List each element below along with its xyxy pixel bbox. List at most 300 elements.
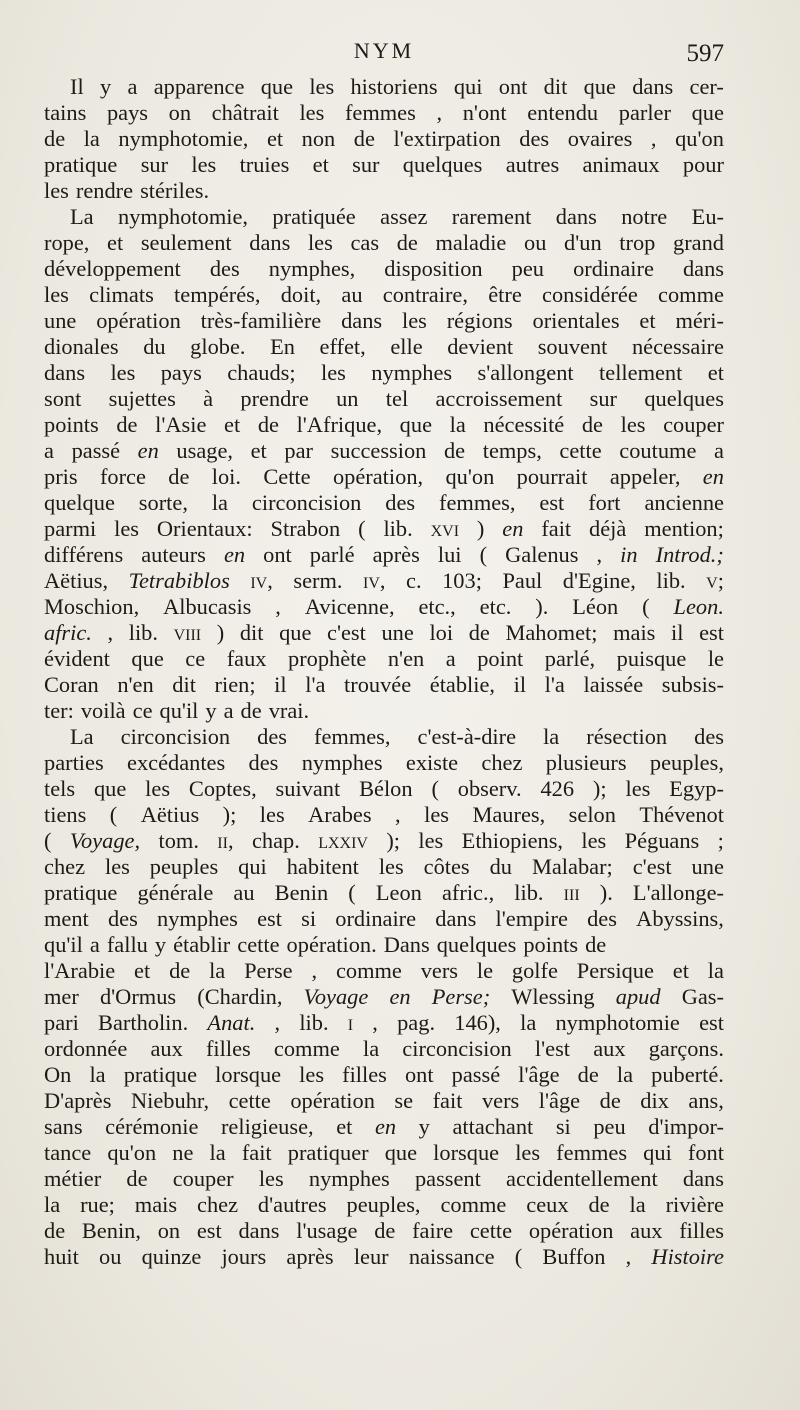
word: les	[104, 854, 130, 879]
word: climats	[89, 282, 154, 307]
word: Persique	[576, 958, 654, 983]
word: Anat.	[207, 1010, 256, 1035]
word: de	[240, 698, 262, 723]
word: les	[418, 828, 444, 853]
word: peuples,	[346, 1192, 421, 1217]
word: prendre	[240, 386, 309, 411]
word: l'usage	[296, 1218, 358, 1243]
text-line	[44, 984, 724, 1010]
word: leur	[353, 1244, 389, 1269]
word: pratiquée	[272, 204, 356, 229]
word: chauds;	[227, 360, 296, 385]
word: dix	[640, 1088, 669, 1113]
word: Aëtius,	[44, 568, 109, 593]
word: la	[83, 126, 100, 151]
text-line	[44, 152, 724, 178]
word: y	[99, 74, 112, 99]
word: des	[385, 490, 416, 515]
word: dans	[632, 74, 674, 99]
word: la	[209, 1140, 226, 1165]
word: font	[687, 1140, 724, 1165]
word: quelques	[644, 386, 724, 411]
word: évident	[44, 646, 110, 671]
word: fait	[241, 1140, 272, 1165]
word: les	[307, 230, 333, 255]
word: trop	[619, 230, 656, 255]
word: le	[476, 958, 494, 983]
word: v;	[706, 568, 724, 593]
word: golfe	[511, 958, 558, 983]
word: la	[616, 1062, 634, 1087]
word: et	[672, 958, 689, 983]
word: quelque	[44, 490, 115, 515]
word: de	[599, 1088, 621, 1113]
word: dans	[682, 1166, 724, 1191]
word: loi.	[211, 464, 241, 489]
word: ;	[717, 828, 724, 853]
word: (Chardin,	[197, 984, 283, 1009]
word: en	[702, 464, 724, 489]
word: religieuse,	[220, 1114, 314, 1139]
word: qu'on	[675, 126, 724, 151]
word: les	[44, 178, 69, 203]
word: c'est	[632, 854, 672, 879]
word: assez	[380, 204, 428, 229]
word: ,	[395, 802, 401, 827]
word: comme	[658, 282, 724, 307]
word: qu'il	[44, 932, 83, 957]
text-line	[44, 230, 724, 256]
word: et	[224, 412, 241, 437]
word: nymphes	[157, 906, 238, 931]
word: parties	[44, 750, 104, 775]
word: ,	[625, 1244, 632, 1269]
word: chez	[197, 1192, 239, 1217]
word: Bartholin.	[98, 1010, 189, 1035]
word: ).	[535, 594, 549, 619]
word: );	[222, 802, 237, 827]
word: ou	[524, 230, 547, 255]
word: )	[476, 516, 485, 541]
word: de	[126, 1166, 148, 1191]
word: quinze	[141, 1244, 202, 1269]
word: tiens	[44, 802, 87, 827]
word: au	[341, 282, 363, 307]
word: est	[257, 906, 282, 931]
word: la	[520, 1010, 537, 1035]
word: les	[191, 152, 217, 177]
word: chez	[481, 750, 523, 775]
word: que	[279, 620, 312, 645]
word: du	[489, 854, 512, 879]
word: dans	[682, 256, 724, 281]
word: apparence	[153, 74, 245, 99]
word: fallu	[106, 932, 148, 957]
word: que	[691, 100, 724, 125]
text-line	[44, 308, 724, 334]
word: Thévenot	[639, 802, 724, 827]
word: n'en	[117, 672, 154, 697]
word: dans	[238, 1218, 280, 1243]
word: suivant	[275, 776, 341, 801]
word: passé	[71, 438, 121, 463]
word: est	[699, 1010, 724, 1035]
word: iv,	[363, 568, 386, 593]
word: et	[250, 438, 267, 463]
word: tom.	[158, 828, 199, 853]
word: que	[260, 74, 294, 99]
word: Histoire	[651, 1244, 724, 1269]
word: de	[353, 126, 375, 151]
word: Mahomet;	[505, 620, 598, 645]
word: (	[358, 516, 366, 541]
page-number: 597	[686, 40, 724, 67]
word: a	[714, 438, 724, 463]
word: animaux	[582, 152, 660, 177]
word: Wlessing	[511, 984, 595, 1009]
word: L'allonge-	[632, 880, 724, 905]
word: ans,	[688, 1088, 724, 1113]
word: nécessité	[483, 412, 565, 437]
word: qui	[453, 74, 483, 99]
word: entendu	[527, 100, 599, 125]
word: l'a	[544, 672, 565, 697]
word: attachant	[452, 1114, 534, 1139]
word: la	[449, 412, 466, 437]
word: ont	[404, 1062, 434, 1087]
word: les	[258, 1166, 284, 1191]
text-line	[44, 802, 724, 828]
word: cette	[469, 1218, 513, 1243]
word: Strabon	[270, 516, 341, 541]
word: que	[93, 776, 127, 801]
word: cette	[237, 932, 280, 957]
word: contraire,	[382, 282, 468, 307]
word: pratique	[44, 880, 118, 905]
word: les	[114, 516, 139, 541]
word: subsis-	[661, 672, 724, 697]
word: par	[284, 438, 313, 463]
word: maladie	[435, 230, 507, 255]
text-line	[44, 334, 724, 360]
word: les	[110, 360, 136, 385]
word: l'Asie	[155, 412, 207, 437]
word: afric.	[44, 620, 92, 645]
word: jours	[221, 1244, 267, 1269]
word: peuples,	[649, 750, 724, 775]
word: peu	[593, 1114, 626, 1139]
word: femmes,	[314, 724, 391, 749]
word: les	[620, 412, 646, 437]
word: la	[211, 490, 228, 515]
word: Moschion,	[44, 594, 140, 619]
word: c'est	[327, 620, 366, 645]
word: pag.	[397, 1010, 436, 1035]
word: d'un	[564, 230, 602, 255]
word: succession	[330, 438, 427, 463]
word: d'impor-	[648, 1114, 724, 1139]
word: des	[257, 724, 287, 749]
word: rarement	[451, 204, 532, 229]
word: les	[515, 1140, 541, 1165]
running-head: NYM	[353, 38, 415, 63]
word: lib.	[128, 620, 158, 645]
word: fait	[541, 516, 572, 541]
word: que	[399, 412, 433, 437]
word: La	[70, 724, 94, 749]
word: Gas-	[681, 984, 724, 1009]
word: force	[99, 464, 146, 489]
word: et	[266, 126, 284, 151]
word: chap.	[251, 828, 300, 853]
word: autres	[505, 152, 560, 177]
text-line	[44, 828, 724, 854]
word: ovaires	[567, 126, 633, 151]
word: y	[154, 932, 167, 957]
word: tel	[385, 386, 409, 411]
word: de	[468, 620, 490, 645]
word: selon	[568, 802, 616, 827]
word: du	[143, 334, 166, 359]
word: que	[384, 1140, 418, 1165]
text-line	[44, 776, 724, 802]
word: générale	[137, 880, 214, 905]
word: Avicenne,	[304, 594, 395, 619]
word: et	[134, 958, 151, 983]
word: viii	[173, 620, 202, 645]
word: s'allongent	[477, 360, 574, 385]
word: iv,	[250, 568, 273, 593]
text-line	[44, 1114, 724, 1140]
word: filles	[205, 1036, 251, 1061]
word: considérée	[542, 282, 638, 307]
word: les	[299, 100, 325, 125]
word: les	[581, 828, 607, 853]
word: les	[321, 360, 346, 385]
word: lui	[437, 542, 462, 567]
word: qui	[643, 1140, 672, 1165]
body-text	[44, 74, 724, 1270]
word: cas	[350, 230, 380, 255]
word: plusieurs	[545, 750, 627, 775]
word: loi	[429, 620, 454, 645]
word: orientales	[532, 308, 620, 333]
word: l'est	[534, 1036, 571, 1061]
word: dit	[543, 74, 568, 99]
word: et	[707, 360, 724, 385]
word: dans	[435, 906, 477, 931]
word: dans	[341, 308, 383, 333]
word: (	[109, 802, 118, 827]
word: l'âge	[518, 1062, 560, 1087]
word: opération	[528, 1218, 614, 1243]
word: faux	[226, 646, 267, 671]
word: les	[299, 1062, 325, 1087]
word: l'a	[305, 672, 326, 697]
word: ,	[274, 1010, 281, 1035]
word: les	[625, 776, 651, 801]
text-line	[44, 1244, 724, 1270]
word: des	[209, 256, 240, 281]
word: circoncision	[402, 1036, 512, 1061]
word: Abyssins,	[636, 906, 724, 931]
word: fort	[588, 490, 621, 515]
word: doit,	[280, 282, 322, 307]
text-line	[44, 646, 724, 672]
word: lib.	[383, 516, 413, 541]
word: pratiquer	[287, 1140, 369, 1165]
word: la	[362, 1036, 380, 1061]
text-line	[44, 490, 724, 516]
text-line	[44, 906, 724, 932]
word: ,	[436, 100, 443, 125]
word: et	[312, 152, 329, 177]
word: habitent	[286, 854, 359, 879]
word: pari	[44, 1010, 79, 1035]
word: Tetrabiblos	[128, 568, 230, 593]
word: châtrait	[211, 100, 279, 125]
word: parlé	[309, 542, 355, 567]
word: Maures,	[472, 802, 546, 827]
word: Ethiopiens,	[461, 828, 564, 853]
word: n'en	[387, 646, 425, 671]
word: ter:	[44, 698, 74, 723]
word: dit	[239, 620, 264, 645]
word: les	[309, 74, 335, 99]
word: côtes	[423, 854, 470, 879]
word: comme	[273, 1036, 340, 1061]
word: xvi	[430, 516, 460, 541]
word: Bélon	[359, 776, 413, 801]
word: opération,	[332, 464, 424, 489]
word: points	[523, 932, 579, 957]
text-line	[44, 854, 724, 880]
word: lorsque	[433, 1140, 500, 1165]
text-line	[44, 880, 724, 906]
word: laissée	[583, 672, 644, 697]
word: Voyage	[303, 984, 369, 1009]
word: ont	[263, 542, 292, 567]
word: de	[116, 412, 138, 437]
word: effet,	[319, 334, 366, 359]
word: qu'on	[107, 1140, 157, 1165]
word: pays	[160, 360, 202, 385]
word: excédantes	[127, 750, 226, 775]
word: (	[642, 594, 650, 619]
word: 146),	[454, 1010, 501, 1035]
word: les	[145, 776, 171, 801]
word: Perse;	[431, 984, 491, 1009]
text-line	[44, 672, 724, 698]
word: On	[44, 1062, 72, 1087]
word: Introd.;	[655, 542, 724, 567]
word: dans	[555, 204, 597, 229]
word: pour	[682, 152, 724, 177]
word: d'autres	[257, 1192, 327, 1217]
word: couper	[663, 412, 724, 437]
word: la	[707, 958, 724, 983]
word: a	[223, 698, 234, 723]
word: huit	[44, 1244, 79, 1269]
word: ,	[596, 542, 603, 567]
word: on	[168, 100, 192, 125]
paragraph	[44, 204, 724, 724]
word: en	[137, 438, 159, 463]
text-line	[44, 1192, 724, 1218]
word: Coran	[44, 672, 99, 697]
word: Coptes,	[188, 776, 257, 801]
text-line	[44, 204, 724, 230]
text-line	[44, 386, 724, 412]
word: des	[519, 126, 550, 151]
word: (	[348, 880, 356, 905]
word: peuples	[149, 854, 219, 879]
word: ce	[132, 698, 153, 723]
word: quelques	[402, 152, 483, 177]
word: si	[301, 906, 317, 931]
word: pays	[106, 100, 148, 125]
word: au	[233, 880, 255, 905]
word: aux	[593, 1036, 626, 1061]
word: faire	[412, 1218, 454, 1243]
word: en	[502, 516, 524, 541]
word: les	[424, 802, 449, 827]
word: mention;	[644, 516, 724, 541]
word: méri-	[675, 308, 724, 333]
word: 103;	[442, 568, 482, 593]
word: tance	[44, 1140, 92, 1165]
word: le	[707, 646, 724, 671]
word: de	[577, 1062, 599, 1087]
word: Il	[70, 74, 84, 99]
word: a	[89, 932, 100, 957]
word: Paul	[502, 568, 543, 593]
word: circoncision	[251, 490, 362, 515]
word: lib.	[656, 568, 686, 593]
word: différens	[44, 542, 124, 567]
word: une	[381, 620, 414, 645]
word: opération	[96, 308, 181, 333]
text-line	[44, 620, 724, 646]
word: rue;	[80, 1192, 115, 1217]
word: prophète	[288, 646, 367, 671]
word: voilà	[80, 698, 126, 723]
word: rien;	[214, 672, 256, 697]
word: est	[196, 1218, 222, 1243]
word: de	[588, 1192, 610, 1217]
word: Niebuhr,	[130, 1088, 210, 1113]
word: la	[543, 724, 560, 749]
text-line	[44, 1218, 724, 1244]
text-line	[44, 750, 724, 776]
word: usage,	[176, 438, 233, 463]
word: serm.	[293, 568, 343, 593]
word: la	[629, 1192, 646, 1217]
word: a	[445, 646, 456, 671]
word: Arabes	[308, 802, 372, 827]
word: Dans	[383, 932, 430, 957]
word: accroissement	[435, 386, 563, 411]
word: femmes	[556, 1140, 628, 1165]
word: opération	[290, 1088, 375, 1113]
word: des	[248, 750, 279, 775]
word: puisque	[616, 646, 687, 671]
word: de	[396, 230, 418, 255]
word: les	[401, 308, 427, 333]
word: de	[374, 1218, 396, 1243]
word: rope,	[44, 230, 90, 255]
word: que	[131, 646, 164, 671]
